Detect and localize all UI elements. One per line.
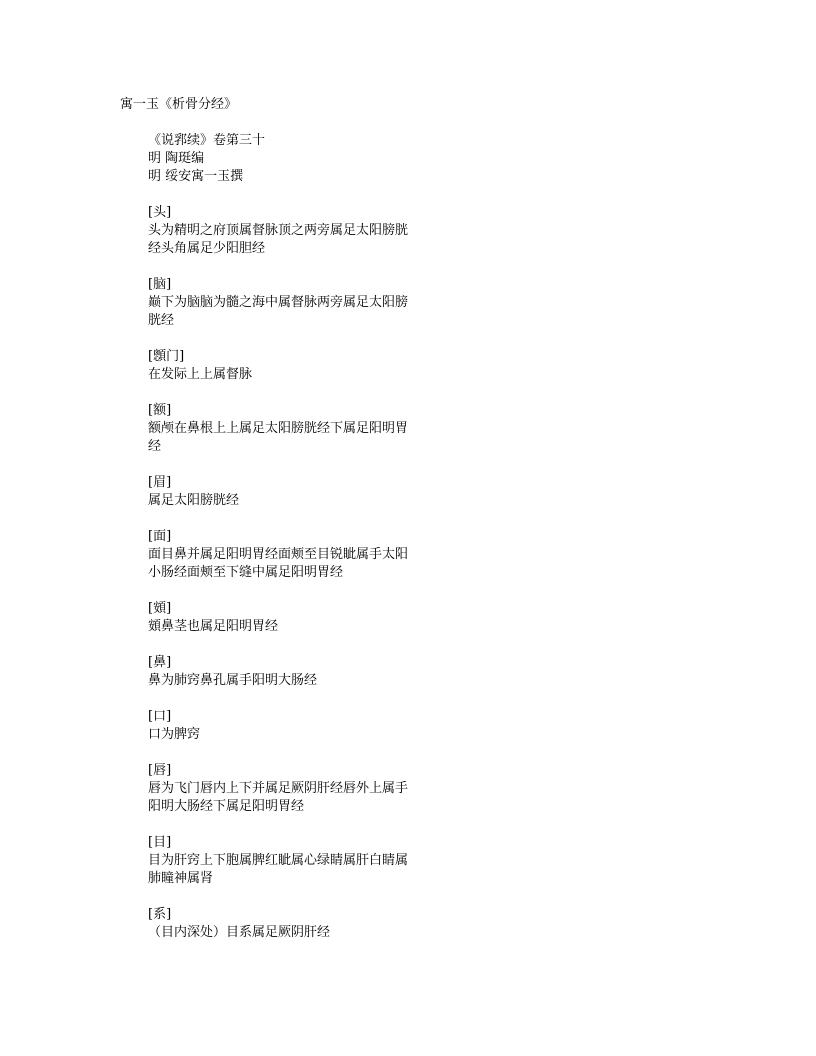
- section-text: 小肠经面颊至下缝中属足阳明胃经: [148, 565, 344, 580]
- section-text: （目内深处）目系属足厥阴肝经: [148, 925, 331, 940]
- section-heading: [顖门]: [148, 349, 185, 364]
- section-text: 属足太阳膀胱经: [148, 493, 240, 508]
- section-body: [148, 852, 448, 888]
- section-body: [148, 366, 448, 384]
- section-heading: [脑]: [148, 277, 172, 292]
- section-heading: [唇]: [148, 763, 172, 778]
- section-mouth: [148, 708, 448, 744]
- section-body: [148, 546, 448, 582]
- section-text: 肺瞳神属肾: [148, 871, 214, 886]
- section-body: [148, 492, 448, 510]
- section-text: 唇为飞门唇内上下并属足厥阴肝经唇外上属手: [148, 781, 409, 796]
- section-fontanel: [148, 348, 448, 384]
- section-body: [148, 924, 448, 942]
- section-body: [148, 618, 448, 636]
- section-text: 经: [148, 439, 162, 454]
- section-brain: [148, 276, 448, 330]
- source-info: [148, 132, 448, 186]
- section-body: [148, 672, 448, 690]
- section-text: 经头角属足少阳胆经: [148, 241, 266, 256]
- section-heading: [头]: [148, 205, 172, 220]
- section-body: [148, 420, 448, 456]
- section-lips: [148, 762, 448, 816]
- source-editor: 明 陶珽编: [148, 151, 205, 166]
- section-text: 鼻为肺窍鼻孔属手阳明大肠经: [148, 673, 318, 688]
- section-text: 额颅在鼻根上上属足太阳膀胱经下属足阳明胃: [148, 421, 409, 436]
- section-heading: [眉]: [148, 475, 172, 490]
- section-text: 头为精明之府顶属督脉顶之两旁属足太阳膀胱: [148, 223, 409, 238]
- section-heading: [额]: [148, 403, 172, 418]
- section-body: [148, 780, 448, 816]
- section-eye: [148, 834, 448, 888]
- section-text: 胱经: [148, 313, 175, 328]
- section-text: 面目鼻并属足阳明胃经面颊至目锐眦属手太阳: [148, 547, 409, 562]
- section-text: 目为肝窍上下胞属脾红眦属心绿睛属肝白睛属: [148, 853, 409, 868]
- section-body: [148, 726, 448, 744]
- section-heading: [系]: [148, 907, 172, 922]
- section-heading: [口]: [148, 709, 172, 724]
- section-heading: [面]: [148, 529, 172, 544]
- section-head: [148, 204, 448, 258]
- section-nose: [148, 654, 448, 690]
- section-text: 口为脾窍: [148, 727, 201, 742]
- section-heading: [頞]: [148, 601, 172, 616]
- section-forehead: [148, 402, 448, 456]
- section-heading: [鼻]: [148, 655, 172, 670]
- section-eye-system: [148, 906, 448, 942]
- source-author: 明 绥安寓一玉撰: [148, 169, 244, 184]
- section-heading: [目]: [148, 835, 172, 850]
- page-title: 寓一玉《析骨分经》: [120, 97, 238, 112]
- document-body: [148, 132, 448, 960]
- section-body: [148, 222, 448, 258]
- section-text: 在发际上上属督脉: [148, 367, 253, 382]
- section-text: 巅下为脑脑为髓之海中属督脉两旁属足太阳膀: [148, 295, 409, 310]
- section-nose-bridge: [148, 600, 448, 636]
- section-text: 頞鼻茎也属足阳明胃经: [148, 619, 279, 634]
- section-text: 阳明大肠经下属足阳明胃经: [148, 799, 305, 814]
- section-eyebrow: [148, 474, 448, 510]
- section-body: [148, 294, 448, 330]
- section-face: [148, 528, 448, 582]
- source-collection: 《说郛续》卷第三十: [148, 133, 266, 148]
